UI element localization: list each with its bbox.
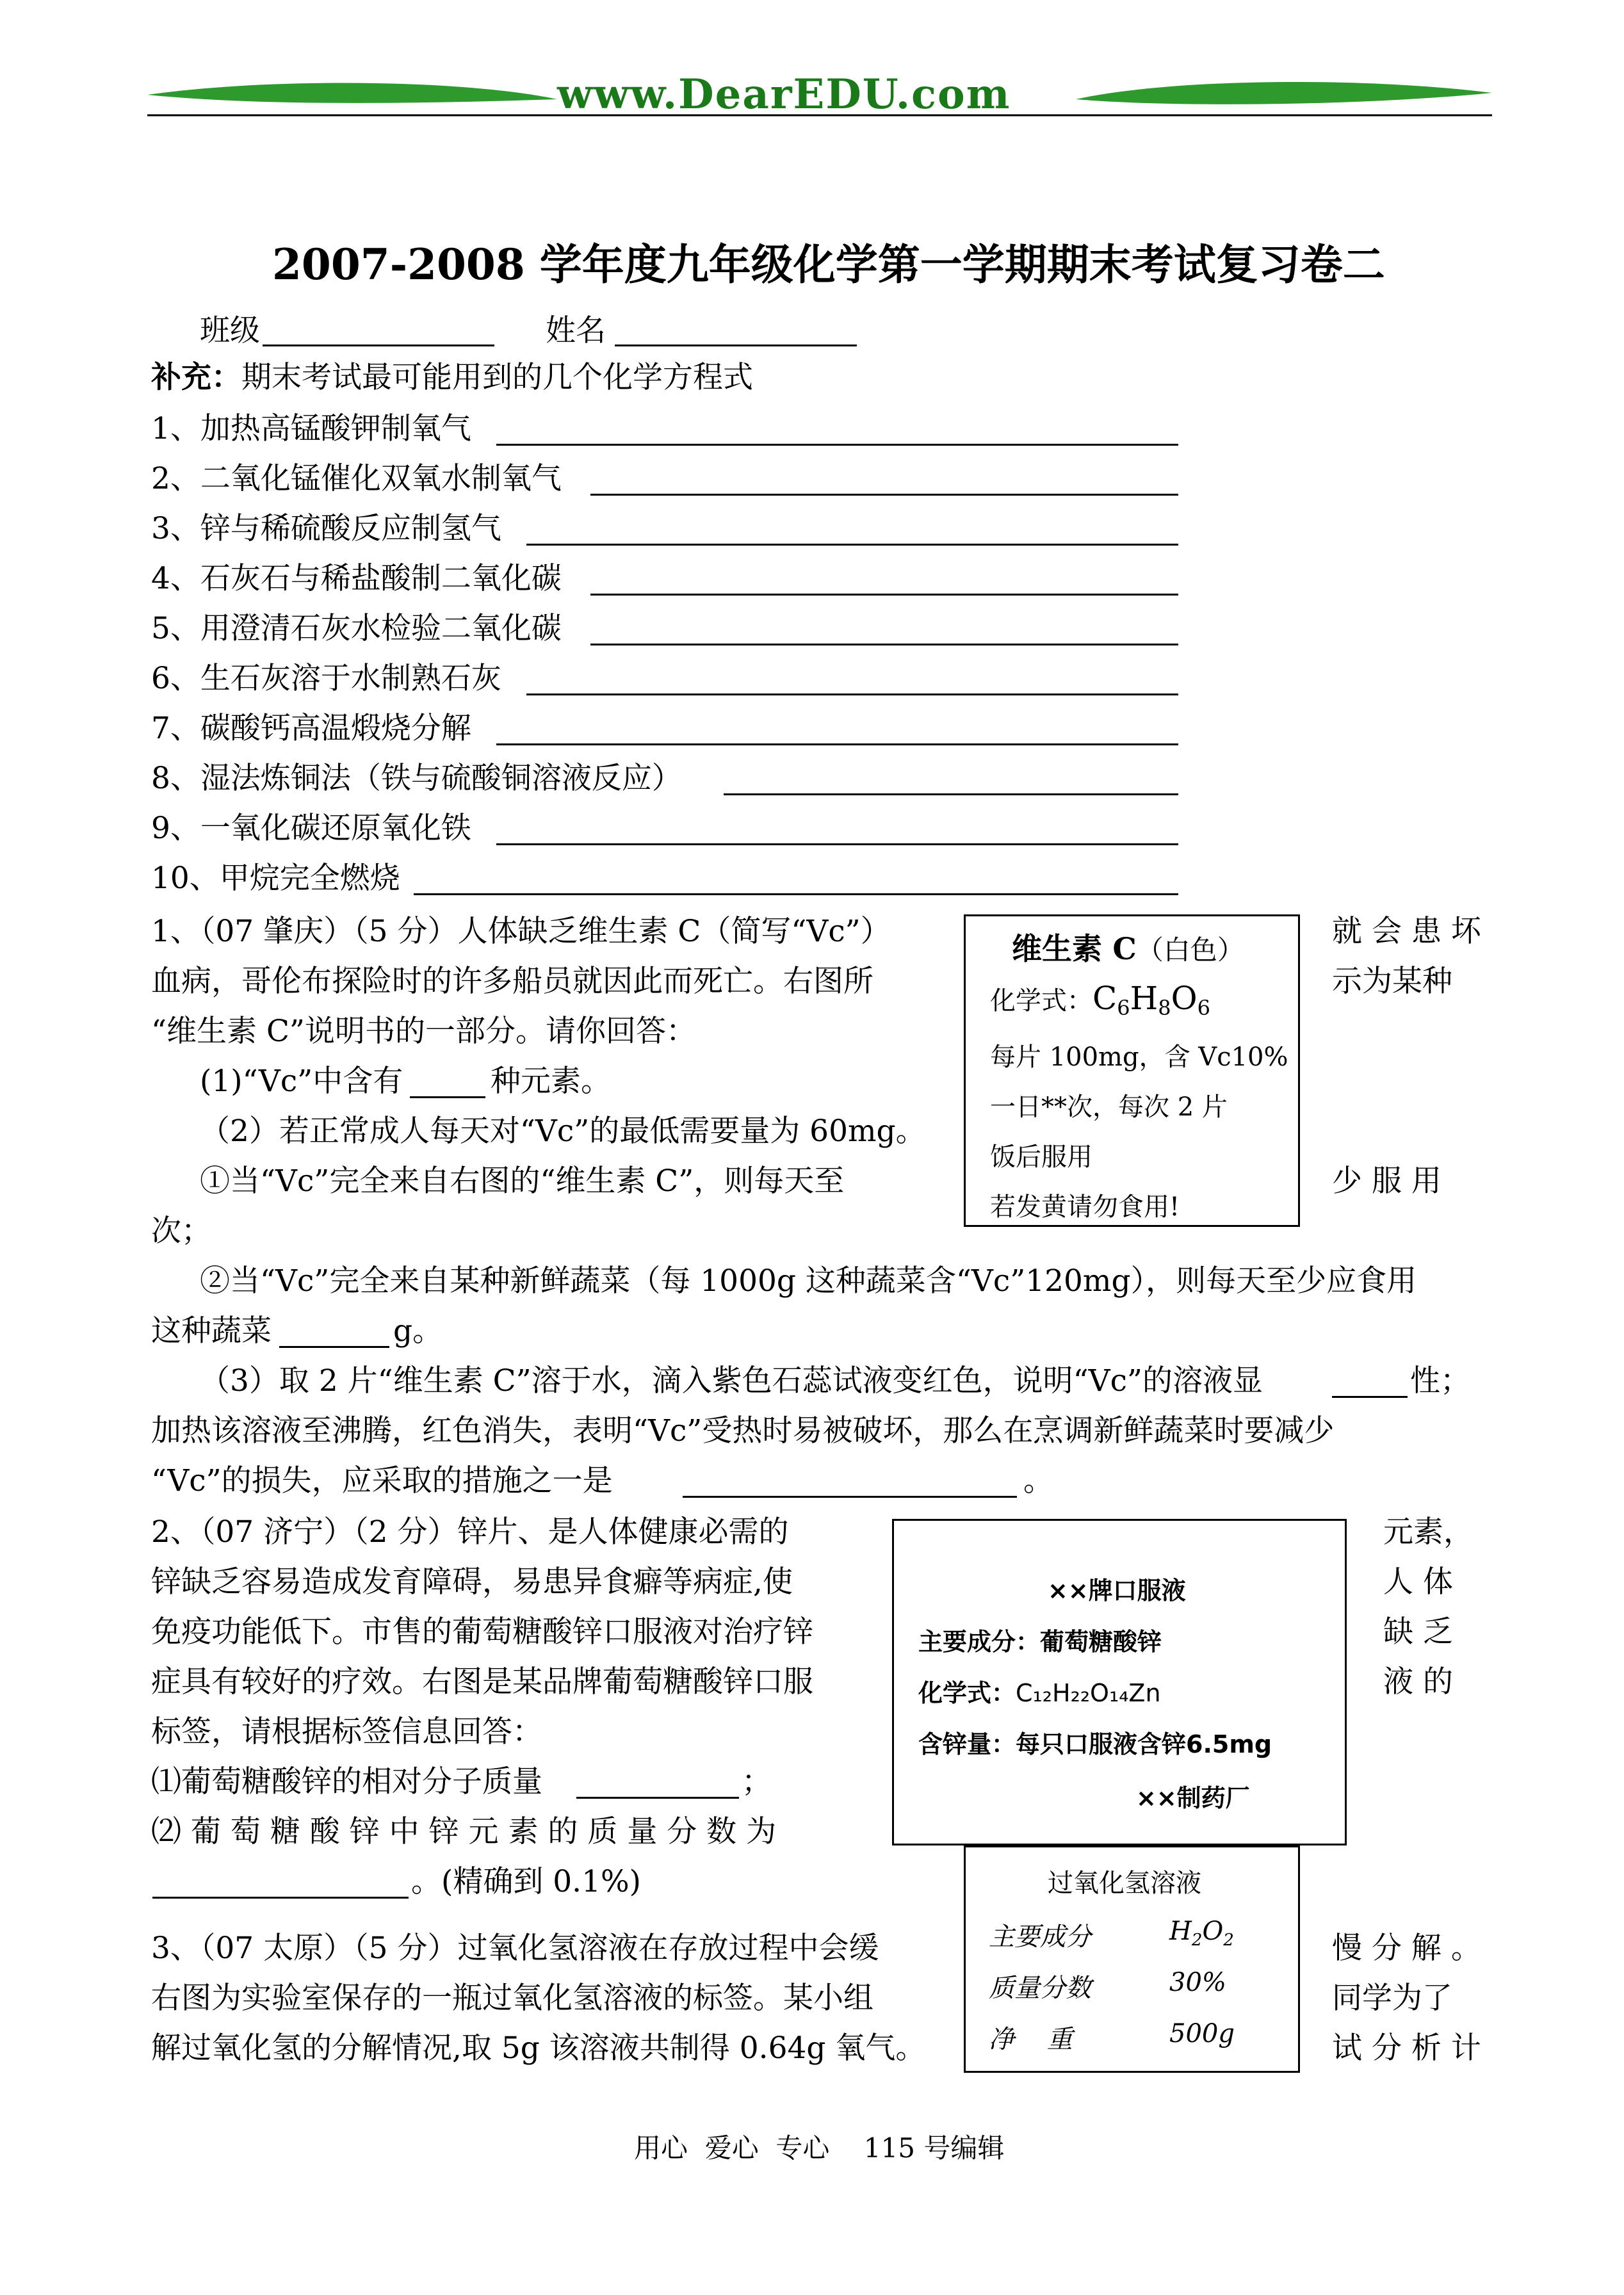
zinc-label-line1: 主要成分：葡萄糖酸锌 xyxy=(918,1628,1162,1656)
vc-formula-h: H xyxy=(1130,980,1158,1017)
equation-item: 8、湿法炼铜法（铁与硫酸铜溶液反应） xyxy=(151,761,682,796)
q3-line3-right: 试 分 析 计 xyxy=(1332,2031,1481,2066)
q2-line4-right: 液 的 xyxy=(1383,1664,1453,1699)
h2o2-label-title: 过氧化氢溶液 xyxy=(1048,1869,1201,1898)
q3-line1: 3、（07 太原）（5 分）过氧化氢溶液在存放过程中会缓 xyxy=(151,1931,879,1966)
q1-sub3-a: ①当“Vc”完全来自右图的“维生素 C”，则每天至 xyxy=(200,1164,845,1199)
q2-line2-right: 人 体 xyxy=(1383,1564,1453,1600)
supplement-line xyxy=(151,359,753,397)
q3-line1-right: 慢 分 解 。 xyxy=(1332,1931,1481,1966)
vc-formula-h-n: 8 xyxy=(1158,996,1171,1020)
vc-formula-c: C xyxy=(1092,980,1117,1017)
supplement-bold: 补充： xyxy=(151,360,241,395)
vc-formula-label: 化学式： xyxy=(990,986,1092,1016)
q1-sub8-a: “Vc”的损失，应采取的措施之一是 xyxy=(151,1463,613,1498)
equation-item: 9、一氧化碳还原氧化铁 xyxy=(151,811,471,846)
equation-item: 10、甲烷完全燃烧 xyxy=(151,861,400,896)
left-swoosh xyxy=(147,83,557,103)
equation-item: 4、石灰石与稀盐酸制二氧化碳 xyxy=(151,561,562,596)
equation-item: 3、锌与稀硫酸反应制氢气 xyxy=(151,511,501,546)
q1-sub4: ②当“Vc”完全来自某种新鲜蔬菜（每 1000g 这种蔬菜含“Vc”120mg），则每天至少应食用 xyxy=(200,1263,1417,1299)
equation-item: 1、加热高锰酸钾制氧气 xyxy=(151,411,471,446)
vc-label-title xyxy=(1012,930,1244,969)
equation-blank[interactable] xyxy=(590,594,1178,596)
q2-line1-right: 元素， xyxy=(1383,1514,1474,1550)
q1-sub8-b: 。 xyxy=(1023,1463,1053,1498)
page-footer: 用心 爱心 专心 115 号编辑 xyxy=(634,2132,1005,2164)
q2-line6-b: ； xyxy=(742,1764,772,1799)
zinc-oral-liquid-label xyxy=(892,1519,1347,1845)
vc-label-title-main: 维生素 C xyxy=(1012,932,1137,967)
vitamin-c-label xyxy=(964,914,1300,1227)
vc-formula-o: O xyxy=(1171,980,1198,1017)
q2-line1: 2、（07 济宁）（2 分）锌片、是人体健康必需的 xyxy=(151,1514,789,1550)
equation-item: 7、碳酸钙高温煅烧分解 xyxy=(151,711,471,746)
q2-line5: 标签，请根据标签信息回答： xyxy=(151,1714,542,1749)
name-blank[interactable] xyxy=(615,345,857,346)
h2o2-row3-value: 500g xyxy=(1169,2019,1235,2048)
q1-line1: 1、（07 肇庆）（5 分）人体缺乏维生素 C（简写“Vc”） xyxy=(151,914,891,949)
q1-line2: 血病，哥伦布探险时的许多船员就因此而死亡。右图所 xyxy=(151,964,873,999)
h2o2-row1-value xyxy=(1169,1917,1234,1950)
q2-line6-blank[interactable] xyxy=(576,1797,739,1799)
q2-line3: 免疫功能低下。市售的葡萄糖酸锌口服液对治疗锌 xyxy=(151,1614,813,1650)
equation-blank[interactable] xyxy=(496,843,1178,845)
site-logo[interactable]: www.DearEDU.com xyxy=(557,70,1011,118)
vc-label-title-note: （白色） xyxy=(1136,934,1244,966)
h2o2-formula-h: H xyxy=(1169,1917,1192,1946)
q1-sub1-blank[interactable] xyxy=(410,1096,485,1098)
equation-blank[interactable] xyxy=(526,544,1178,546)
equation-item: 6、生石灰溶于水制熟石灰 xyxy=(151,661,501,696)
class-blank[interactable] xyxy=(263,345,494,346)
hydrogen-peroxide-label xyxy=(964,1845,1300,2073)
h2o2-formula-hn: 2 xyxy=(1191,1931,1203,1950)
q1-sub1-a: (1)“Vc”中含有 xyxy=(200,1064,403,1099)
class-label: 班级 xyxy=(200,313,260,348)
q2-line2: 锌缺乏容易造成发育障碍，易患异食癖等病症,使 xyxy=(151,1564,793,1600)
zinc-label-title: ××牌口服液 xyxy=(1048,1577,1186,1605)
equation-blank[interactable] xyxy=(496,444,1178,446)
q2-line7: ⑵ 葡 萄 糖 酸 锌 中 锌 元 素 的 质 量 分 数 为 xyxy=(151,1814,777,1849)
equation-blank[interactable] xyxy=(414,893,1178,895)
zinc-formula-label: 化学式： xyxy=(918,1679,1016,1707)
q1-line1-right: 就 会 患 坏 xyxy=(1332,914,1481,949)
q1-sub3-right: 少 服 用 xyxy=(1332,1164,1441,1199)
vc-label-line2: 每片 100mg，含 Vc10% xyxy=(990,1042,1288,1072)
h2o2-formula-on: 2 xyxy=(1223,1931,1234,1950)
q1-line3: “维生素 C”说明书的一部分。请你回答： xyxy=(151,1014,696,1049)
q1-line2-right: 示为某种 xyxy=(1332,964,1452,999)
vc-label-formula xyxy=(990,980,1210,1026)
h2o2-row3-key: 净 重 xyxy=(989,2025,1073,2054)
vc-label-line3: 一日**次，每次 2 片 xyxy=(990,1092,1228,1122)
name-label: 姓名 xyxy=(546,313,606,348)
h2o2-row1-key: 主要成分 xyxy=(989,1922,1091,1952)
q2-line8-blank[interactable] xyxy=(152,1897,409,1899)
h2o2-row2-key: 质量分数 xyxy=(989,1974,1091,2003)
equation-blank[interactable] xyxy=(526,693,1178,695)
supplement-text: 期末考试最可能用到的几个化学方程式 xyxy=(241,360,753,395)
equation-item: 5、用澄清石灰水检验二氧化碳 xyxy=(151,611,562,646)
vc-formula-c-n: 6 xyxy=(1117,996,1130,1020)
equation-blank[interactable] xyxy=(590,644,1178,645)
q3-line2: 右图为实验室保存的一瓶过氧化氢溶液的标签。某小组 xyxy=(151,1981,873,2016)
q1-sub5-b: g。 xyxy=(393,1313,443,1349)
zinc-label-line2 xyxy=(918,1673,1161,1708)
h2o2-formula-o: O xyxy=(1202,1917,1224,1946)
q2-line4: 症具有较好的疗效。右图是某品牌葡萄糖酸锌口服 xyxy=(151,1664,813,1699)
q1-sub1-b: 种元素。 xyxy=(491,1064,611,1099)
vc-label-line4: 饭后服用 xyxy=(990,1142,1092,1172)
right-swoosh xyxy=(1076,82,1492,104)
q3-line3: 解过氧化氢的分解情况,取 5g 该溶液共制得 0.64g 氧气。 xyxy=(151,2031,926,2066)
q1-sub6-a: （3）取 2 片“维生素 C”溶于水，滴入紫色石蕊试液变红色，说明“Vc”的溶液显 xyxy=(200,1363,1263,1399)
q2-line3-right: 缺 乏 xyxy=(1383,1614,1453,1650)
q1-sub5-blank[interactable] xyxy=(279,1346,389,1348)
page-title: 2007-2008 学年度九年级化学第一学期期末考试复习卷二 xyxy=(272,239,1385,289)
equation-blank[interactable] xyxy=(724,793,1178,795)
equation-blank[interactable] xyxy=(496,743,1178,745)
h2o2-row2-value: 30% xyxy=(1169,1968,1226,1997)
q1-sub2: （2）若正常成人每天对“Vc”的最低需要量为 60mg。 xyxy=(200,1114,926,1149)
equation-blank[interactable] xyxy=(590,494,1178,496)
vc-formula-o-n: 6 xyxy=(1197,996,1210,1020)
zinc-label-line3: 含锌量：每只口服液含锌6.5mg xyxy=(918,1730,1272,1758)
q3-line2-right: 同学为了 xyxy=(1332,1981,1452,2016)
q1-sub3-b: 次； xyxy=(151,1213,211,1249)
zinc-label-line4: ××制药厂 xyxy=(1136,1784,1250,1812)
q2-line6-a: ⑴葡萄糖酸锌的相对分子质量 xyxy=(151,1764,542,1799)
q1-sub6-b: 性； xyxy=(1410,1363,1470,1399)
q1-sub7: 加热该溶液至沸腾，红色消失，表明“Vc”受热时易被破坏，那么在烹调新鲜蔬菜时要减少 xyxy=(151,1413,1335,1448)
equation-item: 2、二氧化锰催化双氧水制氧气 xyxy=(151,461,562,496)
q1-sub5-a: 这种蔬菜 xyxy=(151,1313,272,1349)
q1-sub8-blank[interactable] xyxy=(683,1496,1017,1498)
vc-label-line5: 若发黄请勿食用! xyxy=(990,1192,1180,1222)
q1-sub6-blank[interactable] xyxy=(1332,1396,1408,1398)
q2-line8: 。(精确到 0.1%) xyxy=(411,1864,642,1899)
zinc-formula: C₁₂H₂₂O₁₄Zn xyxy=(1016,1679,1161,1707)
